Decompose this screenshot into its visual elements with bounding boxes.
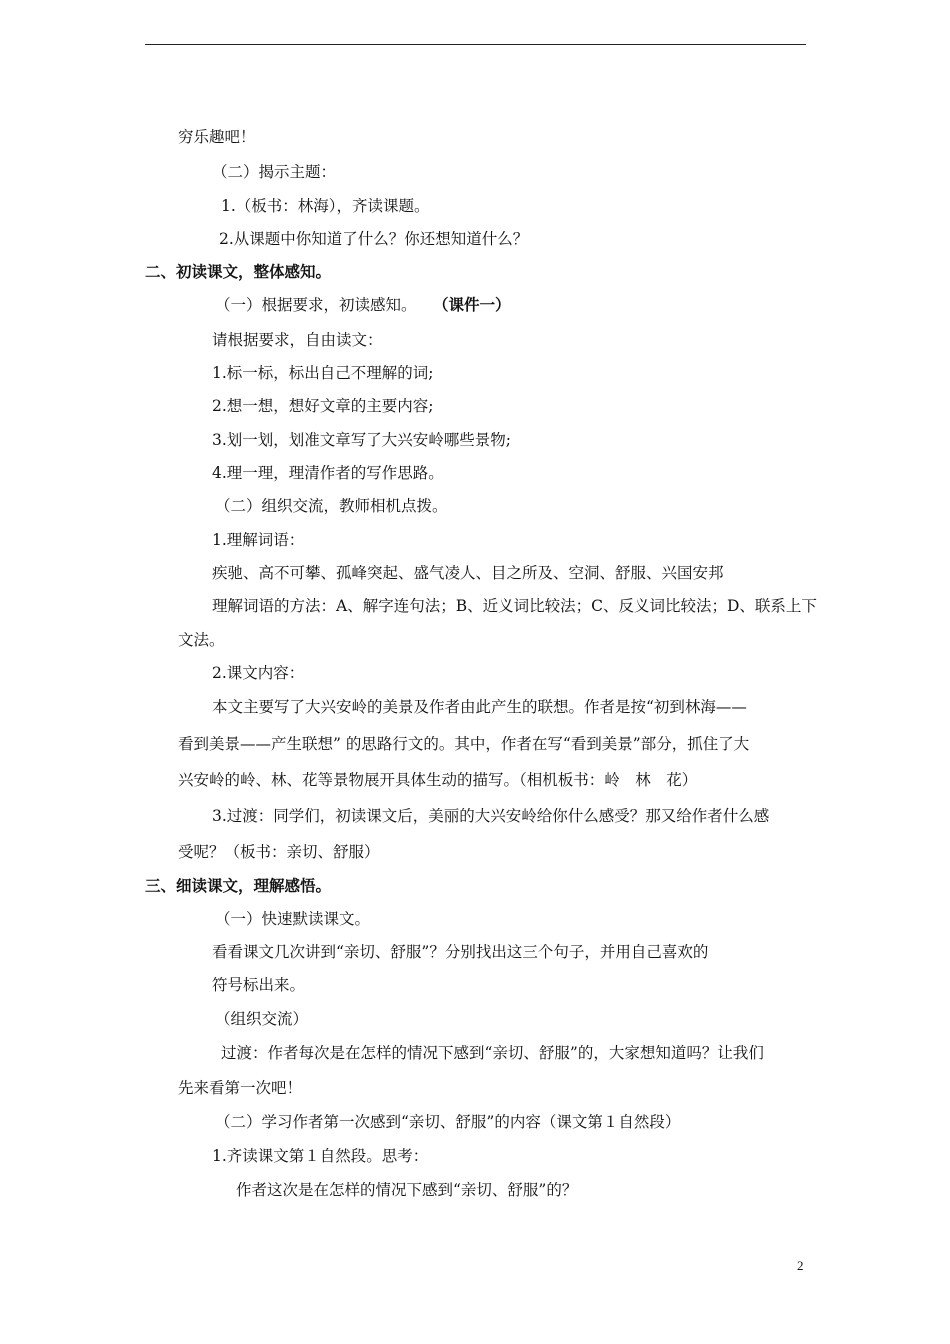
section-heading: 二、初读课文，整体感知。 <box>145 263 332 281</box>
text-line: 1.齐读课文第１自然段。思考： <box>212 1147 429 1165</box>
text-line: 2.从课题中你知道了什么？你还想知道什么？ <box>219 230 529 248</box>
text-line: 疾驰、高不可攀、孤峰突起、盛气凌人、目之所及、空洞、舒服、兴国安邦 <box>212 564 724 582</box>
text-line: 1.标一标，标出自己不理解的词; <box>212 364 434 382</box>
text-line: 2.想一想，想好文章的主要内容; <box>212 397 434 415</box>
text-line: （组织交流） <box>215 1010 309 1028</box>
text-line: 符号标出来。 <box>212 976 306 994</box>
text-line: （二）组织交流，教师相机点拨。 <box>215 497 448 515</box>
text-line: 理解词语的方法：A、解字连句法；B、近义词比较法；C、反义词比较法；D、联系上下 <box>212 597 817 615</box>
text-line: （一）根据要求，初读感知。 <box>215 296 417 314</box>
text-line: （一）快速默读课文。 <box>215 910 371 928</box>
header-rule <box>145 44 806 45</box>
page-number: 2 <box>797 1258 804 1273</box>
text-line: 文法。 <box>178 631 225 649</box>
text-line: 看看课文几次讲到“亲切、舒服”？分别找出这三个句子，并用自己喜欢的 <box>212 943 709 961</box>
text-line: 2.课文内容： <box>212 664 305 682</box>
text-line: 3.划一划，划准文章写了大兴安岭哪些景物; <box>212 431 512 449</box>
courseware-label: （课件一） <box>433 296 511 314</box>
text-line: （二）揭示主题： <box>212 163 337 181</box>
text-line: 请根据要求，自由读文： <box>212 331 383 349</box>
text-line: 先来看第一次吧！ <box>178 1079 303 1097</box>
text-line: 1.理解词语： <box>212 531 305 549</box>
text-line: 兴安岭的岭、林、花等景物展开具体生动的描写。（相机板书：岭 林 花） <box>178 771 698 789</box>
text-line: 4.理一理，理清作者的写作思路。 <box>212 464 444 482</box>
text-line: 作者这次是在怎样的情况下感到“亲切、舒服”的？ <box>236 1181 578 1199</box>
text-line: 穷乐趣吧！ <box>178 128 256 146</box>
text-line: 过渡：作者每次是在怎样的情况下感到“亲切、舒服”的，大家想知道吗？让我们 <box>221 1044 764 1062</box>
text-line: 3.过渡：同学们，初读课文后，美丽的大兴安岭给你什么感受？那又给作者什么感 <box>212 807 770 825</box>
section-heading: 三、细读课文，理解感悟。 <box>145 877 332 895</box>
text-line: 受呢？（板书：亲切、舒服） <box>178 843 380 861</box>
text-line: （二）学习作者第一次感到“亲切、舒服”的内容（课文第１自然段） <box>215 1113 681 1131</box>
text-line: 本文主要写了大兴安岭的美景及作者由此产生的联想。作者是按“初到林海—— <box>212 698 747 716</box>
text-line: 1.（板书：林海），齐读课题。 <box>221 197 430 215</box>
text-line: 看到美景——产生联想” 的思路行文的。其中，作者在写“看到美景”部分，抓住了大 <box>178 735 750 753</box>
